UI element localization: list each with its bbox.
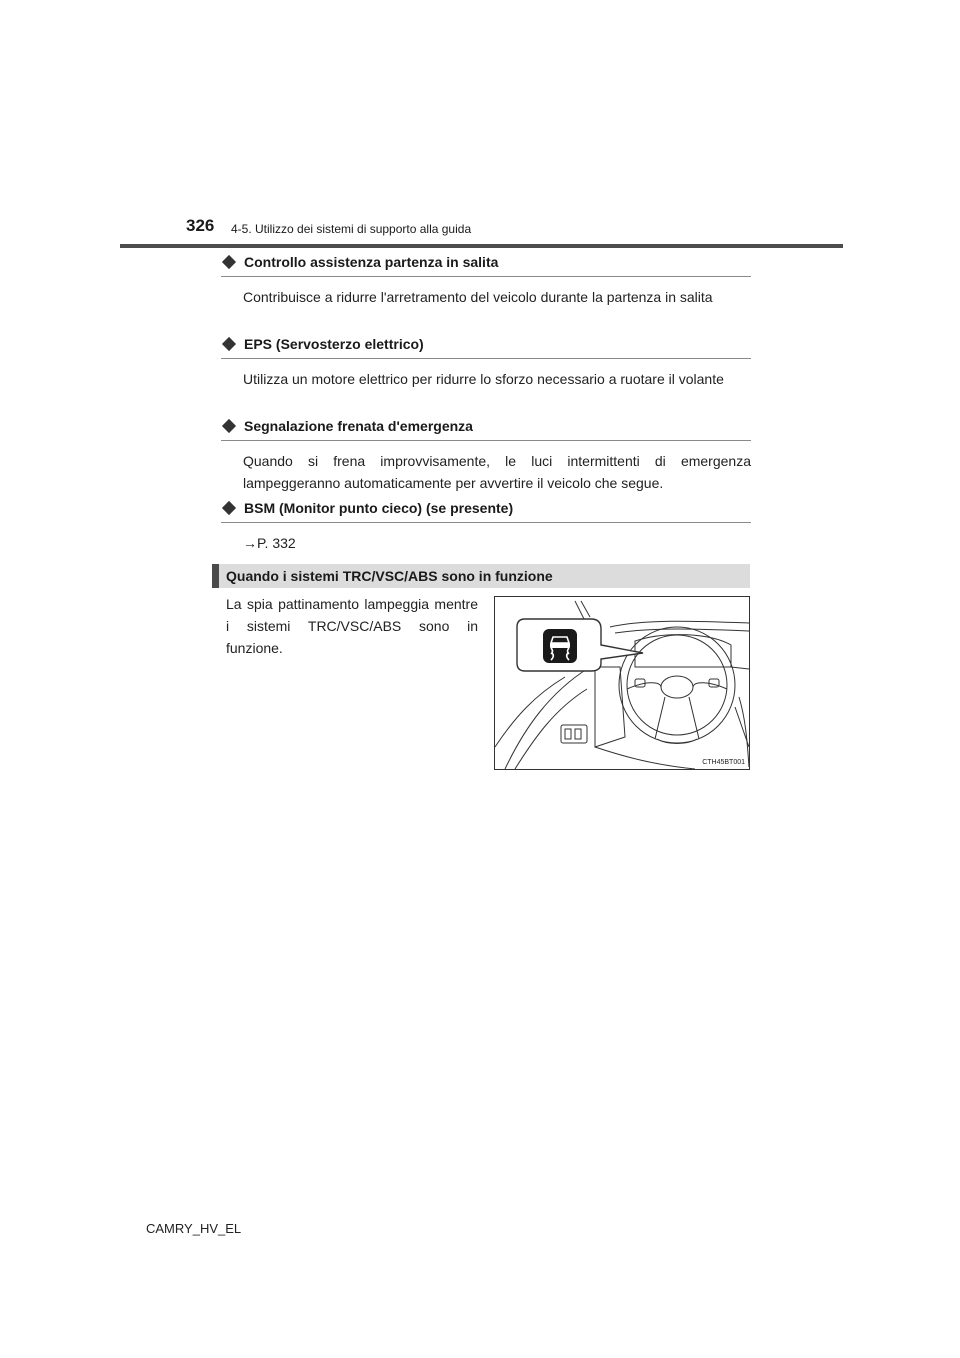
diamond-bullet-icon [222, 255, 236, 269]
section-title: Segnalazione frenata d'emergenza [244, 418, 473, 434]
header-rule [120, 244, 843, 248]
section-heading [221, 418, 751, 441]
section-emergency-brake-signal [221, 418, 751, 494]
section-eps [221, 336, 751, 390]
section-title: EPS (Servosterzo elettrico) [244, 336, 424, 352]
page-reference-link[interactable]: →P. 332 [243, 535, 296, 551]
section-title: BSM (Monitor punto cieco) (se presente) [244, 500, 514, 516]
section-body: Quando si frena improvvisamente, le luci intermittenti di emergenza lampeggeranno automaticamente per avvertire il veicolo che segue. [243, 453, 751, 491]
section-title: Controllo assistenza partenza in salita [244, 254, 499, 270]
page-number: 326 [186, 216, 215, 235]
dashboard-drawing [495, 597, 750, 770]
section-hill-start-assist [221, 254, 751, 308]
footer-model-id: CAMRY_HV_EL [146, 1221, 242, 1236]
description-text: La spia pattinamento lampeggia mentre i sistemi TRC/VSC/ABS sono in funzione. [226, 596, 478, 656]
diamond-bullet-icon [222, 337, 236, 351]
diamond-bullet-icon [222, 501, 236, 515]
dashboard-illustration [494, 596, 750, 770]
section-body: Utilizza un motore elettrico per ridurre lo sforzo necessario a ruotare il volante [243, 371, 724, 387]
chapter-title: 4-5. Utilizzo dei sistemi di supporto alla guida [231, 222, 472, 236]
figure-code: CTH45BT001 [702, 759, 745, 766]
slip-indicator-icon [543, 629, 577, 663]
section-heading [221, 336, 751, 359]
section-bsm [221, 500, 751, 554]
section-heading [221, 254, 751, 277]
section-body: Contribuisce a ridurre l'arretramento del veicolo durante la partenza in salita [243, 289, 713, 305]
section-banner: Quando i sistemi TRC/VSC/ABS sono in funzione [212, 564, 750, 588]
section-heading [221, 500, 751, 523]
diamond-bullet-icon [222, 419, 236, 433]
